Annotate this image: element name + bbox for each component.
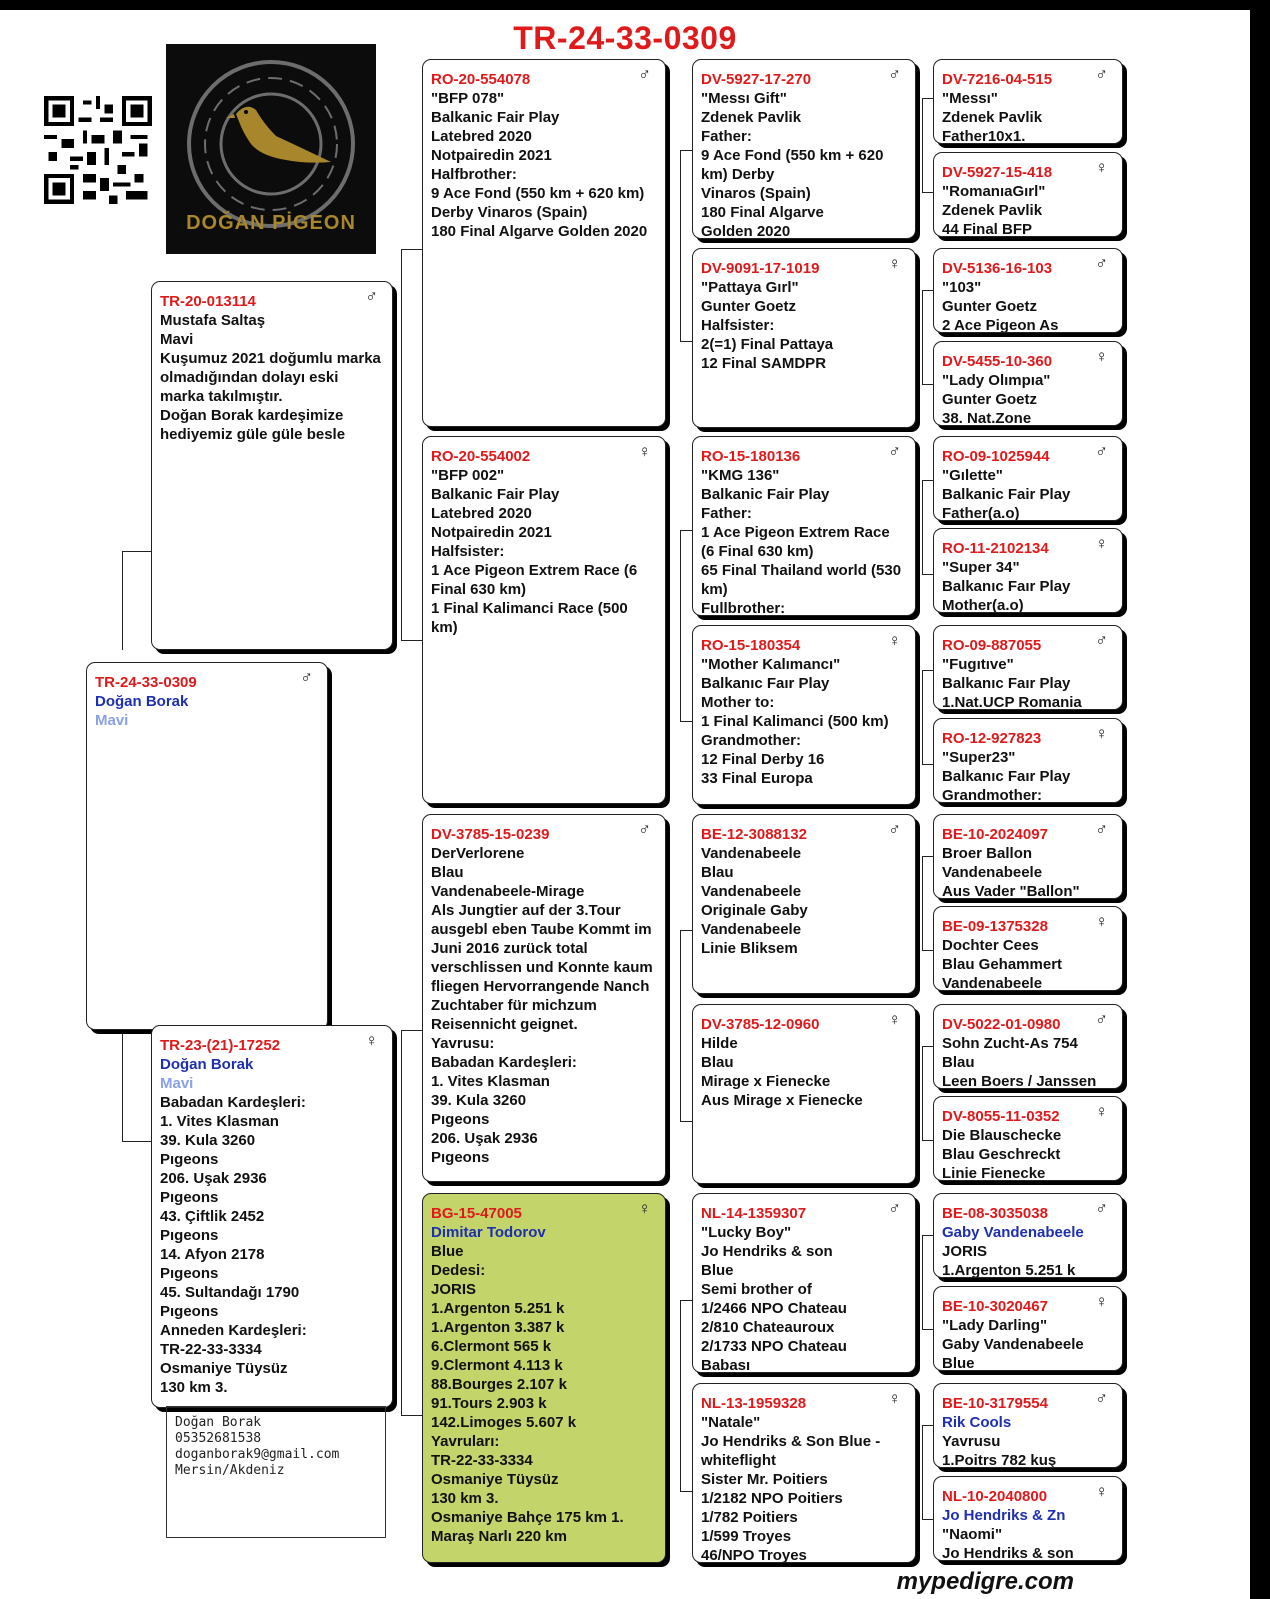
info-line: 91.Tours 2.903 k (431, 1395, 547, 1412)
info-line: Jo Hendriks & son (701, 1243, 833, 1260)
connector (122, 1013, 153, 1142)
top-border (0, 0, 1250, 10)
info-line: JORIS (942, 1243, 988, 1260)
info-line: 1/2466 NPO Chateau (701, 1300, 847, 1317)
info-line: 1.Argenton 5.251 k (942, 1262, 1076, 1278)
contact-box (166, 1406, 386, 1538)
female-icon: ♀ (1095, 724, 1108, 743)
info-line: 1 Ace Pigeon Extrem Race (6 Final 630 km) (431, 562, 638, 598)
info-line: Halfsister: (431, 543, 505, 560)
info-line: 14. Afyon 2178 (160, 1246, 265, 1263)
female-icon: ♀ (1095, 158, 1108, 177)
info-line: Gunter Goetz (942, 298, 1038, 315)
info-line: Hilde (701, 1035, 738, 1052)
pigeon-card-gen4[interactable] (692, 1383, 916, 1563)
info-line: "Fugıtıve" (942, 656, 1014, 673)
info-line: Balkanıc Faır Play (701, 675, 830, 692)
ring-number: BE-10-3020467 (942, 1298, 1048, 1315)
info-line: "RomanıaGırl" (942, 183, 1046, 200)
info-line: "Gılette" (942, 467, 1003, 484)
info-line: 1/782 Poitiers (701, 1509, 798, 1526)
owner-name: Doğan Borak (160, 1056, 254, 1073)
info-line: JORIS (431, 1281, 477, 1298)
ring-number: BE-10-3179554 (942, 1395, 1048, 1412)
info-line: Blue (701, 1262, 734, 1279)
info-line: "Messı Gift" (701, 90, 787, 107)
info-line: Babadan Kardeşleri: (160, 1094, 306, 1111)
pigeon-card-gen5[interactable] (933, 59, 1123, 144)
info-line: Vandenabeele (701, 845, 802, 862)
pigeon-card-gen5[interactable] (933, 1476, 1123, 1561)
info-line: Father: (701, 128, 752, 145)
info-line: Linie Fienecke (942, 1165, 1046, 1181)
info-line: 1 Ace Pigeon Extrem Race (6 Final 630 km) (701, 524, 890, 560)
male-icon: ♂ (638, 65, 651, 84)
info-line: Yavruları: (431, 1433, 500, 1450)
info-line: Notpairedin 2021 (431, 524, 552, 541)
info-line: 1.Argenton 3.387 k (431, 1319, 565, 1336)
info-line: "Lady Darling" (942, 1317, 1048, 1334)
info-line: Originale Gaby (701, 902, 808, 919)
info-line: Pıgeons (160, 1227, 219, 1244)
info-line: Balkanıc Faır Play (942, 675, 1071, 692)
info-line: Father10x1. (942, 128, 1026, 144)
info-line: 142.Limoges 5.607 k (431, 1414, 577, 1431)
male-icon: ♂ (1095, 254, 1108, 273)
pigeon-card-gen5[interactable] (933, 1286, 1123, 1371)
female-icon: ♀ (1095, 347, 1108, 366)
info-line: Golden 2020 (701, 223, 791, 239)
pigeon-card-gen5[interactable] (933, 341, 1123, 426)
ring-number: BE-10-2024097 (942, 826, 1048, 843)
pigeon-card-gen5[interactable] (933, 436, 1123, 521)
ring-number: DV-8055-11-0352 (942, 1108, 1060, 1125)
info-line: Linie Bliksem (701, 940, 798, 957)
info-line: Balkanıc Faır Play (942, 768, 1071, 785)
pigeon-card-gen5[interactable] (933, 814, 1123, 899)
info-line: 38. Nat.Zone (942, 410, 1032, 426)
info-line: 12 Final SAMDPR (701, 355, 827, 372)
pigeon-card-gen5[interactable] (933, 625, 1123, 710)
footer-brand: mypedigre.com (896, 1568, 1074, 1595)
ring-number: DV-5927-15-418 (942, 164, 1053, 181)
contact-phone: 05352681538 (175, 1431, 262, 1446)
info-line: 46/NPO Troyes (701, 1547, 807, 1563)
female-icon: ♀ (638, 1199, 651, 1218)
pigeon-card-gen3[interactable] (422, 814, 666, 1182)
ring-number: DV-5136-16-103 (942, 260, 1053, 277)
info-line: Blue (431, 1243, 464, 1260)
pigeon-card-gen4[interactable] (692, 814, 916, 994)
info-line: Pıgeons (431, 1111, 490, 1128)
info-line: Gunter Goetz (942, 391, 1038, 408)
info-line: 65 Final Thailand world (530 km) (701, 562, 902, 598)
info-line: Yavrusu: (431, 1035, 495, 1052)
female-icon: ♀ (1095, 1102, 1108, 1121)
info-line: Aus Vader "Ballon" (942, 883, 1080, 899)
ring-number: BE-09-1375328 (942, 918, 1048, 935)
info-line: "Naomi" (942, 1526, 1003, 1543)
info-line: 130 km 3. (431, 1490, 499, 1507)
pigeon-card-gen3[interactable] (422, 1193, 666, 1563)
info-line: 180 Final Algarve Golden 2020 (431, 223, 648, 240)
pigeon-card-gen4[interactable] (692, 1004, 916, 1184)
ring-number: BG-15-47005 (431, 1205, 522, 1222)
info-line: Leen Boers / Janssen (942, 1073, 1097, 1089)
pigeon-card-gen4[interactable] (692, 436, 916, 616)
info-line: Blau (701, 1054, 734, 1071)
info-line: Jo Hendriks & Son Blue - whiteflight (701, 1433, 881, 1469)
info-line: Blau (942, 1054, 975, 1071)
info-line: Semi brother of (701, 1281, 812, 1298)
info-line: Zdenek Pavlik (701, 109, 802, 126)
info-line: Father(a.o) (942, 505, 1020, 521)
logo-text: DOĞAN PİGEON (186, 212, 356, 234)
info-line: Vandenabeele (942, 975, 1043, 991)
ring-number: TR-20-013114 (160, 293, 256, 310)
info-line: Broer Ballon (942, 845, 1033, 862)
male-icon: ♂ (1095, 65, 1108, 84)
male-icon: ♂ (1095, 1010, 1108, 1029)
info-line: 206. Uşak 2936 (160, 1170, 267, 1187)
info-line: 2 Ace Pigeon As (942, 317, 1059, 333)
info-line: 9 Ace Fond (550 km + 620 km) Derby Vinaros (Spain) (431, 185, 645, 221)
info-line: Osmaniye Tüysüz (160, 1360, 288, 1377)
pigeon-card-gen5[interactable] (933, 1096, 1123, 1181)
info-line: Pıgeons (160, 1151, 219, 1168)
info-line: 6.Clermont 565 k (431, 1338, 552, 1355)
pigeon-card-gen5[interactable] (933, 1383, 1123, 1468)
info-line: Mother to: (701, 694, 775, 711)
info-line: 88.Bourges 2.107 k (431, 1376, 567, 1393)
info-line: Latebred 2020 (431, 505, 532, 522)
ring-number: BE-08-3035038 (942, 1205, 1048, 1222)
info-line: Grandmother: (701, 732, 802, 749)
owner-name: Rik Cools (942, 1414, 1012, 1431)
info-line: Vandenabeele (701, 883, 802, 900)
connector (401, 249, 424, 641)
pigeon-card-gen5[interactable] (933, 152, 1123, 237)
info-line: Pıgeons (160, 1265, 219, 1282)
info-line: Latebred 2020 (431, 128, 532, 145)
pigeon-card-gen4[interactable] (692, 1193, 916, 1373)
info-line: 1/2182 NPO Poitiers (701, 1490, 843, 1507)
info-line: Blue (942, 1355, 975, 1371)
info-line: Zdenek Pavlik (942, 109, 1043, 126)
ring-number: RO-15-180136 (701, 448, 801, 465)
info-line: "Super23" (942, 749, 1016, 766)
female-icon: ♀ (1095, 1292, 1108, 1311)
info-line: 2/810 Chateauroux (701, 1319, 835, 1336)
info-line: 12 Final Derby 16 (701, 751, 825, 768)
pigeon-card-gen3[interactable] (422, 59, 666, 427)
pigeon-color: Mavi (95, 712, 129, 729)
info-line: Aus Mirage x Fienecke (701, 1092, 863, 1109)
pigeon-card-gen5[interactable] (933, 1193, 1123, 1278)
connector (122, 551, 153, 650)
ring-number: TR-23-(21)-17252 (160, 1037, 281, 1054)
info-line: Blau Geschreckt (942, 1146, 1061, 1163)
ring-number: RO-20-554078 (431, 71, 531, 88)
info-line: "BFP 002" (431, 467, 505, 484)
info-line: 39. Kula 3260 (431, 1092, 527, 1109)
info-line: 1. Vites Klasman (160, 1113, 279, 1130)
pigeon-card-gen4[interactable] (692, 59, 916, 239)
female-icon: ♀ (888, 1010, 901, 1029)
info-line: Gunter Goetz (701, 298, 797, 315)
info-line: 45. Sultandağı 1790 (160, 1284, 300, 1301)
info-line: Dochter Cees (942, 937, 1039, 954)
info-line: DerVerlorene (431, 845, 525, 862)
info-line: Vinaros (Spain) (701, 185, 811, 202)
info-line: Babası (701, 1357, 751, 1373)
info-line: Mustafa Saltaş (160, 312, 266, 329)
info-line: 1. Vites Klasman (431, 1073, 550, 1090)
info-line: Mavi (160, 331, 194, 348)
info-line: Pıgeons (160, 1189, 219, 1206)
female-icon: ♀ (888, 631, 901, 650)
ring-number: DV-3785-12-0960 (701, 1016, 820, 1033)
sire-card[interactable] (151, 281, 393, 650)
ring-number: BE-12-3088132 (701, 826, 807, 843)
ring-number: DV-3785-15-0239 (431, 826, 550, 843)
info-line: Balkanic Fair Play (431, 486, 560, 503)
info-line: Pıgeons (431, 1149, 490, 1166)
info-line: Doğan Borak kardeşimize hediyemiz güle güle besle (160, 407, 346, 443)
male-icon: ♂ (1095, 1199, 1108, 1218)
pigeon-color: Mavi (160, 1075, 194, 1092)
info-line: Halfsister: (701, 317, 775, 334)
info-line: TR-22-33-3334 (431, 1452, 533, 1469)
owner-name: Jo Hendriks & Zn (942, 1507, 1066, 1524)
info-line: 2(=1) Final Pattaya (701, 336, 834, 353)
info-line: Pıgeons (160, 1303, 219, 1320)
info-line: Fullbrother: (701, 600, 786, 616)
ring-number: RO-09-1025944 (942, 448, 1050, 465)
info-line: 1.Poitrs 782 kuş (942, 1452, 1057, 1468)
male-icon: ♂ (1095, 1389, 1108, 1408)
ring-number: DV-5927-17-270 (701, 71, 812, 88)
ring-number: RO-11-2102134 (942, 540, 1049, 557)
ring-number: RO-09-887055 (942, 637, 1042, 654)
pigeon-card-gen5[interactable] (933, 718, 1123, 803)
female-icon: ♀ (638, 442, 651, 461)
info-line: "Lucky Boy" (701, 1224, 792, 1241)
male-icon: ♂ (888, 1199, 901, 1218)
info-line: "Natale" (701, 1414, 761, 1431)
info-line: Sister Mr. Poitiers (701, 1471, 828, 1488)
female-icon: ♀ (1095, 534, 1108, 553)
owner-name: Doğan Borak (95, 693, 189, 710)
info-line: 2/1733 NPO Chateau (701, 1338, 847, 1355)
female-icon: ♀ (888, 1389, 901, 1408)
info-line: Die Blauschecke (942, 1127, 1062, 1144)
pigeon-card-gen5[interactable] (933, 248, 1123, 333)
info-line: Kuşumuz 2021 doğumlu marka olmadığından dolayı eski marka takılmıştır. (160, 350, 381, 405)
ring-number: DV-7216-04-515 (942, 71, 1053, 88)
subject-card[interactable] (86, 662, 328, 1030)
info-line: "KMG 136" (701, 467, 780, 484)
info-line: "Lady Olımpıa" (942, 372, 1051, 389)
ring-number: DV-5455-10-360 (942, 353, 1053, 370)
info-line: "Messı" (942, 90, 998, 107)
ring-number: NL-13-1959328 (701, 1395, 807, 1412)
info-line: 1.Nat.UCP Romania (942, 694, 1082, 710)
info-line: Sohn Zucht-As 754 (942, 1035, 1078, 1052)
info-line: 1.Argenton 5.251 k (431, 1300, 565, 1317)
male-icon: ♂ (888, 820, 901, 839)
info-line: "Super 34" (942, 559, 1020, 576)
info-line: Blau (701, 864, 734, 881)
info-line: Jo Hendriks & son (942, 1545, 1074, 1561)
info-line: TR-22-33-3334 (160, 1341, 262, 1358)
male-icon: ♂ (300, 668, 313, 687)
info-line: Vandenabeele-Mirage (431, 883, 585, 900)
info-line: Father: (701, 505, 752, 522)
dam-card[interactable] (151, 1025, 393, 1408)
male-icon: ♂ (1095, 820, 1108, 839)
info-line: 1 Final Kalimanci Race (500 km) (431, 600, 628, 636)
qr-code-icon (44, 96, 152, 204)
ring-number: NL-10-2040800 (942, 1488, 1048, 1505)
contact-name: Doğan Borak (175, 1415, 262, 1430)
info-line: Halfbrother: (431, 166, 517, 183)
info-line: Blau Gehammert (942, 956, 1063, 973)
male-icon: ♂ (888, 65, 901, 84)
info-line: Als Jungtier auf der 3.Tour ausgebl eben Taube Kommt im Juni 2016 zurück total verschlissen und Konnte kaum fliegen Hervorrangende Nanch Zuchtaber für michzum Reisennicht geignet. (431, 902, 653, 1033)
ring-number: RO-20-554002 (431, 448, 531, 465)
info-line: 33 Final Europa (701, 770, 813, 787)
female-icon: ♀ (365, 1031, 378, 1050)
info-line: Yavrusu (942, 1433, 1001, 1450)
info-line: Vandenabeele (942, 864, 1043, 881)
info-line: Maraş Narlı 220 km (431, 1528, 567, 1545)
male-icon: ♂ (638, 820, 651, 839)
dogan-pigeon-logo (166, 44, 376, 254)
info-line: 206. Uşak 2936 (431, 1130, 538, 1147)
info-line: Grandmother: (942, 787, 1043, 803)
pigeon-card-gen5[interactable] (933, 906, 1123, 991)
owner-name: Dimitar Todorov (431, 1224, 546, 1241)
ring-number: RO-15-180354 (701, 637, 801, 654)
info-line: 180 Final Algarve (701, 204, 824, 221)
info-line: Gaby Vandenabeele (942, 1336, 1084, 1353)
info-line: Balkanic Fair Play (701, 486, 830, 503)
info-line: Blau (431, 864, 464, 881)
info-line: Dedesi: (431, 1262, 486, 1279)
info-line: 43. Çiftlik 2452 (160, 1208, 265, 1225)
female-icon: ♀ (1095, 912, 1108, 931)
pigeon-card-gen5[interactable] (933, 528, 1123, 613)
info-line: 44 Final BFP (942, 221, 1033, 237)
info-line: Vandenabeele (701, 921, 802, 938)
male-icon: ♂ (1095, 442, 1108, 461)
pigeon-card-gen3[interactable] (422, 436, 666, 804)
owner-name: Gaby Vandenabeele (942, 1224, 1084, 1241)
info-line: Osmaniye Bahçe 175 km 1. (431, 1509, 624, 1526)
info-line: Balkanıc Faır Play (942, 578, 1071, 595)
contact-email: doganborak9@gmail.com (175, 1447, 340, 1462)
info-line: 130 km 3. (160, 1379, 228, 1396)
pigeon-card-gen4[interactable] (692, 248, 916, 428)
info-line: Balkanic Fair Play (942, 486, 1071, 503)
info-line: Zdenek Pavlik (942, 202, 1043, 219)
ring-number: NL-14-1359307 (701, 1205, 807, 1222)
info-line: Balkanic Fair Play (431, 109, 560, 126)
info-line: "Pattaya Gırl" (701, 279, 799, 296)
info-line: Anneden Kardeşleri: (160, 1322, 307, 1339)
male-icon: ♂ (888, 442, 901, 461)
page-title: TR-24-33-0309 (513, 20, 737, 56)
connector (401, 1030, 424, 1416)
info-line: 1/599 Troyes (701, 1528, 792, 1545)
pigeon-card-gen4[interactable] (692, 625, 916, 805)
info-line: 9.Clermont 4.113 k (431, 1357, 563, 1374)
info-line: 39. Kula 3260 (160, 1132, 256, 1149)
male-icon: ♂ (365, 287, 378, 306)
info-line: Babadan Kardeşleri: (431, 1054, 577, 1071)
info-line: Mother(a.o) (942, 597, 1024, 613)
contact-location: Mersin/Akdeniz (175, 1463, 285, 1478)
info-line: Osmaniye Tüysüz (431, 1471, 559, 1488)
info-line: Mirage x Fienecke (701, 1073, 831, 1090)
ring-number: TR-24-33-0309 (95, 674, 197, 691)
ring-number: DV-5022-01-0980 (942, 1016, 1061, 1033)
info-line: 1 Final Kalimanci (500 km) (701, 713, 889, 730)
ring-number: RO-12-927823 (942, 730, 1042, 747)
female-icon: ♀ (888, 254, 901, 273)
pigeon-card-gen5[interactable] (933, 1004, 1123, 1089)
female-icon: ♀ (1095, 1482, 1108, 1501)
male-icon: ♂ (1095, 631, 1108, 650)
info-line: "Mother Kalımancı" (701, 656, 841, 673)
info-line: "103" (942, 279, 982, 296)
info-line: "BFP 078" (431, 90, 505, 107)
info-line: Notpairedin 2021 (431, 147, 552, 164)
info-line: 9 Ace Fond (550 km + 620 km) Derby (701, 147, 884, 183)
ring-number: DV-9091-17-1019 (701, 260, 820, 277)
